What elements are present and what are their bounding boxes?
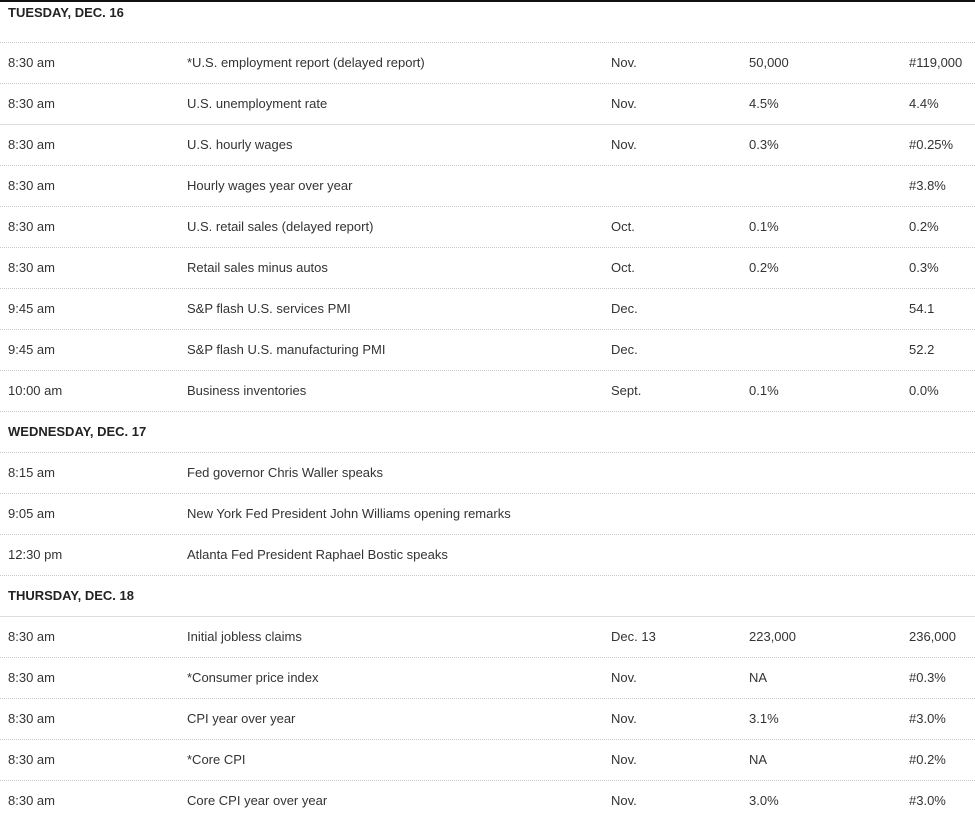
table-row: [0, 207, 975, 248]
table-row: [0, 289, 975, 330]
event: Business inventories: [187, 383, 307, 398]
previous: 0.3%: [909, 260, 939, 275]
previous: 4.4%: [909, 96, 939, 111]
previous: #3.0%: [909, 793, 946, 808]
event: S&P flash U.S. services PMI: [187, 301, 351, 316]
forecast: 223,000: [749, 629, 796, 644]
table-row: [0, 699, 975, 740]
time: 8:30 am: [8, 55, 55, 70]
period: Dec.: [611, 301, 638, 316]
table-row: [0, 494, 975, 535]
table-row: [0, 658, 975, 699]
event: Core CPI year over year: [187, 793, 328, 808]
forecast: 0.1%: [749, 383, 779, 398]
time: 8:30 am: [8, 670, 55, 685]
time: 9:05 am: [8, 506, 55, 521]
day-header: [0, 576, 975, 617]
period: Nov.: [611, 793, 637, 808]
time: 8:30 am: [8, 752, 55, 767]
table-row: [0, 617, 975, 658]
table-row: [0, 453, 975, 494]
forecast: 3.1%: [749, 711, 779, 726]
forecast: 0.2%: [749, 260, 779, 275]
previous: #0.2%: [909, 752, 946, 767]
table-row: [0, 248, 975, 289]
table-row: [0, 535, 975, 576]
period: Oct.: [611, 260, 635, 275]
time: 8:15 am: [8, 465, 55, 480]
previous: #0.25%: [909, 137, 954, 152]
event: U.S. retail sales (delayed report): [187, 219, 374, 234]
event: Fed governor Chris Waller speaks: [187, 465, 384, 480]
day-label: THURSDAY, DEC. 18: [8, 588, 134, 603]
event: U.S. hourly wages: [187, 137, 293, 152]
event: Hourly wages year over year: [187, 178, 353, 193]
previous: #3.8%: [909, 178, 946, 193]
day-header: [0, 412, 975, 453]
period: Nov.: [611, 752, 637, 767]
table-row: [0, 166, 975, 207]
previous: #0.3%: [909, 670, 946, 685]
event: *Core CPI: [187, 752, 246, 767]
time: 9:45 am: [8, 342, 55, 357]
event: Retail sales minus autos: [187, 260, 328, 275]
time: 8:30 am: [8, 137, 55, 152]
day-label: TUESDAY, DEC. 16: [8, 5, 124, 20]
period: Dec.: [611, 342, 638, 357]
table-row: [0, 125, 975, 166]
time: 8:30 am: [8, 629, 55, 644]
event: *Consumer price index: [187, 670, 319, 685]
day-label: WEDNESDAY, DEC. 17: [8, 424, 147, 439]
forecast: NA: [749, 752, 768, 767]
period: Nov.: [611, 711, 637, 726]
time: 8:30 am: [8, 260, 55, 275]
event: CPI year over year: [187, 711, 296, 726]
period: Oct.: [611, 219, 635, 234]
time: 10:00 am: [8, 383, 63, 398]
period: Nov.: [611, 137, 637, 152]
forecast: 0.3%: [749, 137, 779, 152]
forecast: 3.0%: [749, 793, 779, 808]
period: Dec. 13: [611, 629, 656, 644]
table-row: [0, 781, 975, 821]
previous: #3.0%: [909, 711, 946, 726]
time: 9:45 am: [8, 301, 55, 316]
previous: 54.1: [909, 301, 935, 316]
table-row: [0, 330, 975, 371]
table-row: [0, 43, 975, 84]
previous: 52.2: [909, 342, 935, 357]
previous: #119,000: [909, 55, 963, 70]
time: 8:30 am: [8, 219, 55, 234]
event: U.S. unemployment rate: [187, 96, 328, 111]
previous: 236,000: [909, 629, 956, 644]
time: 12:30 pm: [8, 547, 63, 562]
table-row: [0, 84, 975, 125]
forecast: NA: [749, 670, 768, 685]
period: Sept.: [611, 383, 642, 398]
forecast: 50,000: [749, 55, 789, 70]
time: 8:30 am: [8, 178, 55, 193]
period: Nov.: [611, 670, 637, 685]
time: 8:30 am: [8, 96, 55, 111]
period: Nov.: [611, 96, 637, 111]
period: Nov.: [611, 55, 637, 70]
event: New York Fed President John Williams opening remarks: [187, 506, 511, 521]
event: S&P flash U.S. manufacturing PMI: [187, 342, 386, 357]
table-row: [0, 740, 975, 781]
day-header: [0, 2, 975, 43]
time: 8:30 am: [8, 793, 55, 808]
time: 8:30 am: [8, 711, 55, 726]
forecast: 0.1%: [749, 219, 779, 234]
event: Atlanta Fed President Raphael Bostic speaks: [187, 547, 448, 562]
previous: 0.0%: [909, 383, 939, 398]
forecast: 4.5%: [749, 96, 779, 111]
previous: 0.2%: [909, 219, 939, 234]
table-row: [0, 371, 975, 412]
event: Initial jobless claims: [187, 629, 302, 644]
event: *U.S. employment report (delayed report): [187, 55, 425, 70]
